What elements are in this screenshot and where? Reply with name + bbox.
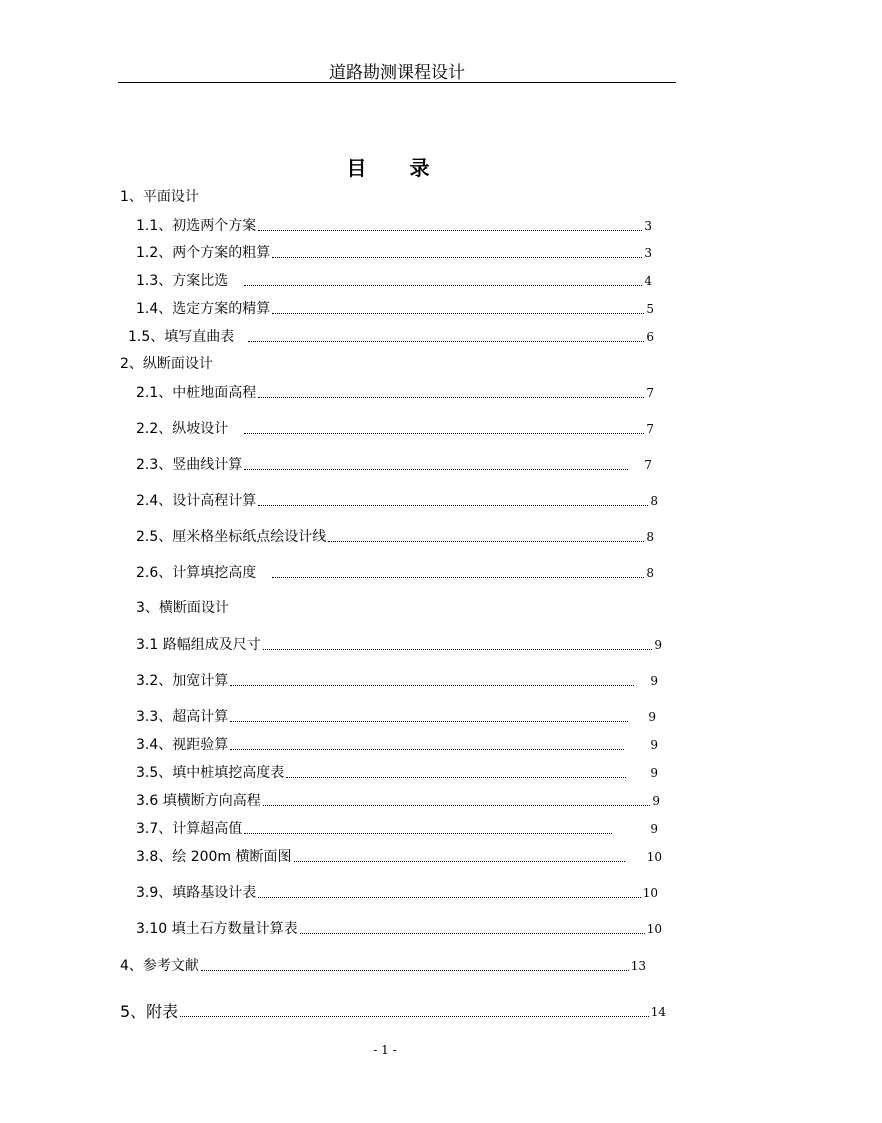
toc-entry-3-9[interactable] (136, 883, 658, 903)
toc-leader (248, 341, 644, 342)
toc-entry-1-3[interactable] (136, 271, 652, 291)
page-number: - 1 - (373, 1043, 397, 1057)
toc-label: 2.3、竖曲线计算 (136, 457, 243, 473)
toc-leader (300, 933, 645, 934)
toc-label: 3.8、绘 200m 横断面图 (136, 849, 292, 865)
toc-label: 3、横断面设计 (136, 600, 229, 616)
toc-page: 3 (644, 246, 652, 260)
toc-page: 9 (650, 738, 658, 752)
toc-leader (230, 685, 634, 686)
toc-leader (263, 649, 653, 650)
toc-page: 4 (644, 274, 652, 288)
toc-entry-2-2[interactable] (136, 419, 654, 439)
toc-page: 9 (650, 674, 658, 688)
toc-page: 7 (644, 458, 652, 472)
toc-label: 1、平面设计 (120, 189, 199, 205)
toc-entry-2-4[interactable] (136, 491, 658, 511)
toc-page: 7 (646, 386, 654, 400)
toc-label: 3.7、计算超高值 (136, 821, 243, 837)
toc-label: 3.6 填横断方向高程 (136, 793, 261, 809)
toc-page: 7 (646, 422, 654, 436)
toc-leader (201, 970, 629, 971)
toc-leader (286, 777, 626, 778)
toc-leader (263, 805, 651, 806)
toc-leader (180, 1016, 649, 1017)
toc-label: 1.2、两个方案的粗算 (136, 245, 271, 261)
toc-label: 2.4、设计高程计算 (136, 493, 257, 509)
toc-leader (230, 749, 624, 750)
toc-label: 2、纵断面设计 (120, 356, 213, 372)
toc-entry-3-8[interactable] (136, 847, 662, 867)
toc-label: 3.10 填土石方数量计算表 (136, 921, 298, 937)
toc-page: 8 (646, 530, 654, 544)
toc-label: 3.1 路幅组成及尺寸 (136, 637, 261, 653)
toc-leader (328, 541, 644, 542)
toc-section-3[interactable] (136, 598, 650, 618)
toc-entry-2-3[interactable] (136, 455, 652, 475)
toc-leader (258, 897, 640, 898)
toc-label: 2.5、厘米格坐标纸点绘设计线 (136, 529, 327, 545)
toc-entry-3-1[interactable] (136, 635, 662, 655)
toc-entry-2-1[interactable] (136, 383, 654, 403)
toc-page: 6 (646, 330, 654, 344)
toc-entry-3-6[interactable] (136, 791, 660, 811)
toc-entry-3-4[interactable] (136, 735, 658, 755)
toc-entry-1-4[interactable] (136, 299, 654, 319)
toc-leader (258, 230, 642, 231)
toc-leader (272, 577, 644, 578)
toc-entry-3-2[interactable] (136, 671, 658, 691)
toc-entry-3-7[interactable] (136, 819, 658, 839)
running-header-title: 道路勘测课程设计 (329, 63, 465, 83)
toc-leader (294, 861, 625, 862)
toc-label: 3.2、加宽计算 (136, 673, 229, 689)
toc-section-1[interactable] (120, 187, 650, 207)
toc-page: 14 (650, 1005, 666, 1019)
toc-page: 9 (654, 638, 662, 652)
toc-page: 9 (650, 766, 658, 780)
toc-page: 9 (648, 710, 656, 724)
toc-label: 5、附表 (120, 1002, 179, 1021)
toc-label: 3.9、填路基设计表 (136, 885, 257, 901)
toc-entry-3-3[interactable] (136, 707, 656, 727)
toc-label: 3.3、超高计算 (136, 709, 229, 725)
toc-entry-2-6[interactable] (136, 563, 654, 583)
toc-page: 13 (630, 959, 646, 973)
toc-leader (244, 469, 628, 470)
toc-label: 1.3、方案比选 (136, 273, 229, 289)
toc-label: 2.2、纵坡设计 (136, 421, 229, 437)
toc-label: 1.4、选定方案的精算 (136, 301, 271, 317)
toc-leader (258, 505, 648, 506)
toc-entry-3-5[interactable] (136, 763, 658, 783)
toc-page: 10 (646, 850, 662, 864)
toc-page: 5 (646, 302, 654, 316)
toc-page: 10 (646, 922, 662, 936)
toc-label: 3.5、填中桩填挖高度表 (136, 765, 285, 781)
toc-label: 1.5、填写直曲表 (128, 329, 235, 345)
toc-page: 8 (646, 566, 654, 580)
toc-page: 3 (644, 219, 652, 233)
toc-page: 9 (652, 794, 660, 808)
toc-leader (272, 257, 642, 258)
toc-page: 9 (650, 822, 658, 836)
toc-leader (258, 397, 644, 398)
toc-heading: 目 录 (346, 156, 448, 180)
toc-label: 3.4、视距验算 (136, 737, 229, 753)
toc-leader (230, 721, 628, 722)
toc-label: 4、参考文献 (120, 958, 199, 974)
toc-entry-1-5[interactable] (128, 327, 654, 347)
header-rule (118, 82, 676, 83)
toc-entry-2-5[interactable] (136, 527, 654, 547)
toc-page: 10 (642, 886, 658, 900)
toc-leader (272, 313, 644, 314)
toc-label: 2.1、中桩地面高程 (136, 385, 257, 401)
toc-section-2[interactable] (120, 354, 650, 374)
toc-entry-1-2[interactable] (136, 243, 652, 263)
toc-entry-1-1[interactable] (136, 216, 652, 236)
toc-leader (244, 833, 612, 834)
toc-leader (244, 433, 644, 434)
toc-label: 2.6、计算填挖高度 (136, 565, 257, 581)
toc-section-4[interactable] (120, 956, 646, 976)
toc-section-5[interactable] (120, 1002, 666, 1022)
toc-label: 1.1、初选两个方案 (136, 218, 257, 234)
toc-entry-3-10[interactable] (136, 919, 662, 939)
toc-leader (244, 285, 642, 286)
toc-page: 8 (650, 494, 658, 508)
